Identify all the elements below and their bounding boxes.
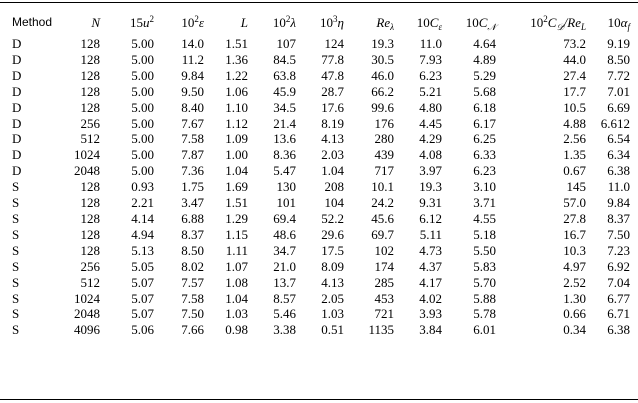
cell-re-lambda: 280 — [374, 131, 394, 147]
results-table — [0, 10, 638, 338]
cell-c-n: 5.83 — [473, 258, 496, 274]
cell-lambda: 48.6 — [273, 226, 296, 242]
cell-alpha-f: 7.01 — [607, 83, 630, 99]
cell-c-n: 5.29 — [473, 67, 496, 83]
cell-c-d-over-re: 27.4 — [563, 67, 586, 83]
cell-method: S — [12, 195, 20, 211]
cell-epsilon: 7.87 — [181, 147, 204, 163]
cell-re-lambda: 69.7 — [371, 226, 394, 242]
cell-eta: 47.8 — [321, 67, 344, 83]
cell-c-n: 5.78 — [473, 306, 496, 322]
cell-method: S — [12, 306, 20, 322]
cell-l: 1.10 — [225, 99, 248, 115]
cell-c-d-over-re: 0.66 — [563, 306, 586, 322]
cell-lambda: 84.5 — [273, 51, 296, 67]
cell-method: S — [12, 290, 20, 306]
cell-c-epsilon: 4.80 — [419, 99, 442, 115]
cell-c-d-over-re: 57.0 — [563, 195, 586, 211]
header-re-lambda: $Re_\lambda$ — [376, 15, 394, 33]
cell-alpha-f: 6.38 — [607, 163, 630, 179]
cell-15u2: 5.00 — [131, 131, 154, 147]
table-row — [0, 131, 638, 147]
cell-eta: 208 — [324, 179, 344, 195]
cell-c-d-over-re: 2.52 — [563, 274, 586, 290]
cell-c-epsilon: 4.45 — [419, 115, 442, 131]
cell-method: S — [12, 210, 20, 226]
cell-alpha-f: 6.38 — [607, 322, 630, 338]
table-row — [0, 116, 638, 132]
cell-c-epsilon: 4.08 — [419, 147, 442, 163]
cell-c-n: 6.01 — [473, 322, 496, 338]
table-row — [0, 36, 638, 52]
table-body — [0, 36, 638, 338]
table-row — [0, 322, 638, 338]
cell-re-lambda: 66.2 — [371, 83, 394, 99]
cell-eta: 4.13 — [321, 131, 344, 147]
cell-c-n: 6.18 — [473, 99, 496, 115]
cell-c-d-over-re: 2.56 — [563, 131, 586, 147]
cell-re-lambda: 285 — [374, 274, 394, 290]
cell-c-n: 5.68 — [473, 83, 496, 99]
cell-n: 512 — [80, 131, 100, 147]
cell-l: 1.15 — [225, 226, 248, 242]
cell-c-d-over-re: 73.2 — [563, 36, 586, 51]
cell-epsilon: 14.0 — [181, 36, 204, 51]
cell-c-n: 5.88 — [473, 290, 496, 306]
table-row — [0, 306, 638, 322]
cell-lambda: 5.47 — [273, 163, 296, 179]
cell-c-epsilon: 3.97 — [419, 163, 442, 179]
cell-c-n: 4.89 — [473, 51, 496, 67]
cell-epsilon: 8.37 — [181, 226, 204, 242]
cell-15u2: 5.07 — [131, 306, 154, 322]
cell-re-lambda: 453 — [374, 290, 394, 306]
cell-alpha-f: 7.04 — [607, 274, 630, 290]
cell-c-epsilon: 4.29 — [419, 131, 442, 147]
cell-alpha-f: 6.92 — [607, 258, 630, 274]
cell-n: 128 — [80, 179, 100, 195]
cell-epsilon: 7.67 — [181, 115, 204, 131]
cell-alpha-f: 11.0 — [607, 179, 630, 195]
header-eta: $10^3\eta$ — [320, 14, 344, 31]
cell-n: 2048 — [74, 163, 100, 179]
cell-eta: 4.13 — [321, 274, 344, 290]
cell-l: 0.98 — [225, 322, 248, 338]
cell-method: S — [12, 274, 20, 290]
cell-n: 128 — [80, 210, 100, 226]
cell-c-d-over-re: 4.97 — [563, 258, 586, 274]
cell-method: D — [12, 115, 22, 131]
cell-method: D — [12, 147, 22, 163]
cell-15u2: 5.05 — [131, 258, 154, 274]
cell-l: 1.06 — [225, 83, 248, 99]
cell-15u2: 5.00 — [131, 51, 154, 67]
cell-n: 128 — [80, 51, 100, 67]
table-row — [0, 291, 638, 307]
cell-lambda: 34.5 — [273, 99, 296, 115]
cell-c-d-over-re: 10.3 — [563, 242, 586, 258]
cell-re-lambda: 439 — [374, 147, 394, 163]
cell-method: D — [12, 99, 22, 115]
cell-eta: 104 — [324, 195, 344, 211]
cell-l: 1.04 — [225, 290, 248, 306]
cell-c-epsilon: 5.11 — [419, 226, 442, 242]
cell-lambda: 130 — [276, 179, 296, 195]
cell-alpha-f: 6.77 — [607, 290, 630, 306]
cell-re-lambda: 30.5 — [371, 51, 394, 67]
cell-n: 1024 — [74, 147, 100, 163]
cell-eta: 8.09 — [321, 258, 344, 274]
cell-15u2: 5.07 — [131, 290, 154, 306]
cell-15u2: 5.00 — [131, 99, 154, 115]
cell-alpha-f: 6.69 — [607, 99, 630, 115]
cell-re-lambda: 10.1 — [371, 179, 394, 195]
cell-c-epsilon: 7.93 — [419, 51, 442, 67]
cell-eta: 28.7 — [321, 83, 344, 99]
table-row — [0, 259, 638, 275]
cell-c-epsilon: 6.12 — [419, 210, 442, 226]
cell-epsilon: 8.50 — [181, 242, 204, 258]
header-l: L — [240, 15, 248, 31]
cell-alpha-f: 6.34 — [607, 147, 630, 163]
cell-method: D — [12, 163, 22, 179]
cell-c-n: 4.55 — [473, 210, 496, 226]
cell-alpha-f: 6.54 — [607, 131, 630, 147]
cell-c-n: 5.50 — [473, 242, 496, 258]
cell-alpha-f: 6.612 — [600, 115, 630, 131]
cell-epsilon: 1.75 — [181, 179, 204, 195]
cell-eta: 0.51 — [321, 322, 344, 338]
cell-epsilon: 9.50 — [181, 83, 204, 99]
cell-epsilon: 6.88 — [181, 210, 204, 226]
cell-l: 1.29 — [225, 210, 248, 226]
bottom-rule — [0, 399, 638, 400]
cell-eta: 17.5 — [321, 242, 344, 258]
cell-c-n: 6.33 — [473, 147, 496, 163]
cell-15u2: 5.13 — [131, 242, 154, 258]
cell-c-epsilon: 6.23 — [419, 67, 442, 83]
cell-15u2: 5.06 — [131, 322, 154, 338]
cell-l: 1.00 — [225, 147, 248, 163]
cell-c-epsilon: 5.21 — [419, 83, 442, 99]
cell-eta: 77.8 — [321, 51, 344, 67]
cell-re-lambda: 721 — [374, 306, 394, 322]
header-n: N — [91, 15, 100, 31]
cell-n: 1024 — [74, 290, 100, 306]
cell-c-n: 6.25 — [473, 131, 496, 147]
top-rule — [0, 2, 638, 3]
cell-lambda: 13.7 — [273, 274, 296, 290]
cell-c-epsilon: 3.93 — [419, 306, 442, 322]
cell-epsilon: 7.58 — [181, 131, 204, 147]
cell-method: S — [12, 179, 20, 195]
cell-alpha-f: 6.71 — [607, 306, 630, 322]
cell-c-n: 3.71 — [473, 195, 496, 211]
table-row — [0, 68, 638, 84]
cell-eta: 1.03 — [321, 306, 344, 322]
header-15u2: $15u^2$ — [130, 14, 154, 31]
cell-c-d-over-re: 27.8 — [563, 210, 586, 226]
cell-re-lambda: 19.3 — [371, 36, 394, 51]
cell-method: S — [12, 226, 20, 242]
cell-method: S — [12, 258, 20, 274]
cell-c-epsilon: 19.3 — [419, 179, 442, 195]
header-method: Method — [12, 15, 53, 30]
table-row — [0, 163, 638, 179]
cell-c-epsilon: 9.31 — [419, 195, 442, 211]
cell-c-epsilon: 11.0 — [419, 36, 442, 51]
cell-epsilon: 7.50 — [181, 306, 204, 322]
cell-l: 1.03 — [225, 306, 248, 322]
cell-c-d-over-re: 4.88 — [563, 115, 586, 131]
cell-re-lambda: 45.6 — [371, 210, 394, 226]
cell-15u2: 5.00 — [131, 83, 154, 99]
cell-re-lambda: 24.2 — [371, 195, 394, 211]
cell-eta: 29.6 — [321, 226, 344, 242]
cell-c-epsilon: 4.02 — [419, 290, 442, 306]
table-row — [0, 195, 638, 211]
cell-alpha-f: 7.72 — [607, 67, 630, 83]
cell-epsilon: 9.84 — [181, 67, 204, 83]
cell-lambda: 107 — [276, 36, 296, 51]
cell-l: 1.51 — [225, 195, 248, 211]
cell-c-epsilon: 3.84 — [419, 322, 442, 338]
cell-n: 512 — [80, 274, 100, 290]
cell-epsilon: 8.02 — [181, 258, 204, 274]
cell-method: D — [12, 67, 22, 83]
cell-15u2: 5.00 — [131, 36, 154, 51]
cell-epsilon: 11.2 — [181, 51, 204, 67]
cell-alpha-f: 9.84 — [607, 195, 630, 211]
cell-15u2: 4.14 — [131, 210, 154, 226]
cell-c-d-over-re: 0.67 — [563, 163, 586, 179]
cell-c-d-over-re: 145 — [566, 179, 586, 195]
cell-c-n: 5.70 — [473, 274, 496, 290]
cell-epsilon: 7.57 — [181, 274, 204, 290]
cell-l: 1.51 — [225, 36, 248, 51]
cell-method: D — [12, 83, 22, 99]
cell-15u2: 5.00 — [131, 67, 154, 83]
cell-lambda: 21.4 — [273, 115, 296, 131]
cell-lambda: 69.4 — [273, 210, 296, 226]
cell-lambda: 63.8 — [273, 67, 296, 83]
cell-l: 1.22 — [225, 67, 248, 83]
cell-lambda: 13.6 — [273, 131, 296, 147]
cell-re-lambda: 46.0 — [371, 67, 394, 83]
cell-eta: 2.03 — [321, 147, 344, 163]
cell-l: 1.07 — [225, 258, 248, 274]
cell-l: 1.11 — [225, 242, 248, 258]
cell-n: 4096 — [74, 322, 100, 338]
cell-alpha-f: 8.37 — [607, 210, 630, 226]
cell-c-d-over-re: 44.0 — [563, 51, 586, 67]
cell-15u2: 5.07 — [131, 274, 154, 290]
cell-15u2: 5.00 — [131, 115, 154, 131]
cell-lambda: 45.9 — [273, 83, 296, 99]
cell-15u2: 0.93 — [131, 179, 154, 195]
cell-lambda: 8.36 — [273, 147, 296, 163]
table-row — [0, 84, 638, 100]
cell-epsilon: 8.40 — [181, 99, 204, 115]
cell-n: 128 — [80, 226, 100, 242]
cell-n: 128 — [80, 36, 100, 51]
cell-eta: 2.05 — [321, 290, 344, 306]
header-epsilon: $10^2\varepsilon$ — [181, 14, 204, 31]
cell-c-d-over-re: 0.34 — [563, 322, 586, 338]
cell-epsilon: 3.47 — [181, 195, 204, 211]
cell-l: 1.09 — [225, 131, 248, 147]
cell-15u2: 5.00 — [131, 147, 154, 163]
cell-c-d-over-re: 10.5 — [563, 99, 586, 115]
cell-eta: 124 — [324, 36, 344, 51]
cell-re-lambda: 176 — [374, 115, 394, 131]
cell-n: 128 — [80, 242, 100, 258]
table-row — [0, 147, 638, 163]
cell-method: S — [12, 242, 20, 258]
cell-re-lambda: 102 — [374, 242, 394, 258]
cell-c-epsilon: 4.73 — [419, 242, 442, 258]
cell-alpha-f: 9.19 — [607, 36, 630, 51]
cell-c-n: 6.17 — [473, 115, 496, 131]
header-c-n: $10C_𝒩$ — [465, 15, 496, 33]
cell-alpha-f: 7.50 — [607, 226, 630, 242]
cell-lambda: 3.38 — [273, 322, 296, 338]
table-row — [0, 275, 638, 291]
cell-c-d-over-re: 1.35 — [563, 147, 586, 163]
cell-c-n: 3.10 — [473, 179, 496, 195]
cell-eta: 52.2 — [321, 210, 344, 226]
cell-n: 256 — [80, 258, 100, 274]
cell-re-lambda: 1135 — [368, 322, 394, 338]
cell-method: D — [12, 36, 22, 51]
cell-lambda: 8.57 — [273, 290, 296, 306]
cell-c-d-over-re: 16.7 — [563, 226, 586, 242]
cell-c-n: 4.64 — [473, 36, 496, 51]
cell-15u2: 2.21 — [131, 195, 154, 211]
cell-n: 256 — [80, 115, 100, 131]
cell-l: 1.04 — [225, 163, 248, 179]
cell-epsilon: 7.66 — [181, 322, 204, 338]
cell-c-n: 5.18 — [473, 226, 496, 242]
cell-eta: 17.6 — [321, 99, 344, 115]
header-c-epsilon: $10C_\varepsilon$ — [416, 15, 442, 33]
cell-15u2: 5.00 — [131, 163, 154, 179]
cell-c-epsilon: 4.37 — [419, 258, 442, 274]
cell-l: 1.12 — [225, 115, 248, 131]
cell-eta: 8.19 — [321, 115, 344, 131]
cell-method: D — [12, 51, 22, 67]
cell-n: 128 — [80, 99, 100, 115]
cell-l: 1.69 — [225, 179, 248, 195]
table-row — [0, 100, 638, 116]
table-row — [0, 227, 638, 243]
cell-l: 1.36 — [225, 51, 248, 67]
table-row — [0, 52, 638, 68]
cell-c-d-over-re: 17.7 — [563, 83, 586, 99]
cell-eta: 1.04 — [321, 163, 344, 179]
cell-alpha-f: 8.50 — [607, 51, 630, 67]
cell-alpha-f: 7.23 — [607, 242, 630, 258]
cell-lambda: 5.46 — [273, 306, 296, 322]
header-lambda: $10^2\lambda$ — [272, 14, 296, 31]
cell-n: 128 — [80, 83, 100, 99]
cell-c-epsilon: 4.17 — [419, 274, 442, 290]
cell-15u2: 4.94 — [131, 226, 154, 242]
cell-n: 128 — [80, 67, 100, 83]
cell-c-n: 6.23 — [473, 163, 496, 179]
header-alpha-f: $10\alpha_f$ — [607, 15, 630, 33]
cell-epsilon: 7.36 — [181, 163, 204, 179]
table-row — [0, 243, 638, 259]
cell-epsilon: 7.58 — [181, 290, 204, 306]
cell-re-lambda: 717 — [374, 163, 394, 179]
header-row — [0, 10, 638, 36]
cell-re-lambda: 174 — [374, 258, 394, 274]
cell-method: D — [12, 131, 22, 147]
table-row — [0, 211, 638, 227]
cell-lambda: 34.7 — [273, 242, 296, 258]
cell-c-d-over-re: 1.30 — [563, 290, 586, 306]
cell-n: 128 — [80, 195, 100, 211]
table-row — [0, 179, 638, 195]
cell-n: 2048 — [74, 306, 100, 322]
cell-lambda: 21.0 — [273, 258, 296, 274]
header-c-d-over-re: $10^2C_𝒟/Re_L$ — [530, 14, 586, 33]
cell-method: S — [12, 322, 20, 338]
cell-lambda: 101 — [276, 195, 296, 211]
cell-re-lambda: 99.6 — [371, 99, 394, 115]
cell-l: 1.08 — [225, 274, 248, 290]
